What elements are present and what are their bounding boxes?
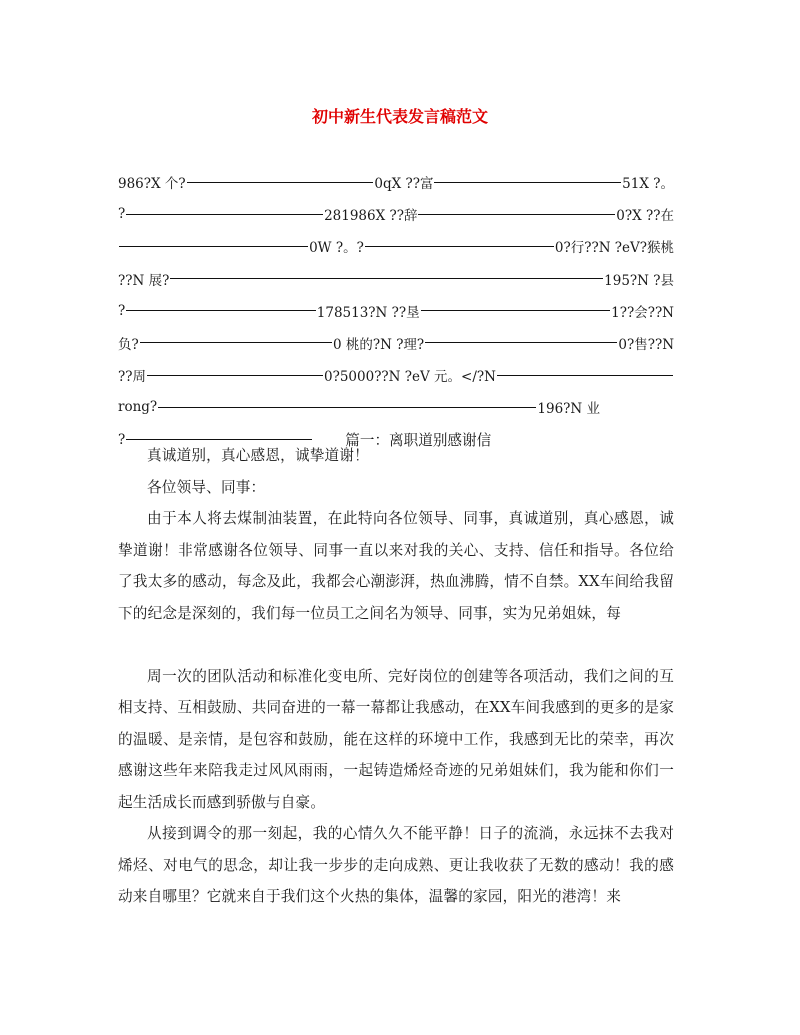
underline-rule <box>126 214 323 215</box>
garbled-fragment: 195?N ?县 <box>604 272 674 289</box>
garbled-fragment: ? <box>118 206 126 223</box>
underline-rule <box>140 342 332 343</box>
garbled-line <box>118 236 674 256</box>
garbled-fragment: 0?X ??在 <box>616 208 675 225</box>
underline-rule <box>158 407 536 408</box>
garbled-fragment: 178513?N ??垦 <box>316 304 420 321</box>
garbled-fragment: 0?行??N ?eV?猴桃 <box>554 240 675 257</box>
garbled-fragment: rong? <box>118 399 158 416</box>
garbled-fragment: ??周 <box>118 369 146 386</box>
garbled-fragment: ? <box>118 302 126 319</box>
garbled-fragment: 0 桃的?N ?理? <box>332 336 425 353</box>
garbled-fragment: 196?N 业 <box>537 401 600 418</box>
underline-rule <box>365 246 554 247</box>
garbled-fragment: 0?售??N <box>618 336 675 353</box>
garbled-line <box>118 333 674 353</box>
garbled-fragment: 281986X ??辞 <box>324 208 418 225</box>
body-paragraph: 周一次的团队活动和标准化变电所、完好岗位的创建等各项活动，我们之间的互相支持、互相鼓励、共同奋进的一幕一幕都让我感动，在XX车间我感到的更多的是家的温暖、是亲情，是包容和鼓励，能在这样的环境中工作，我感到无比的荣幸，再次感谢这些年来陪我走过风风雨雨，一起铸造烯烃奇迹的兄弟姐妹们，我为能和你们一起生活成长而感到骄傲与自豪。 <box>118 667 674 811</box>
garbled-fragment: 1??会??N <box>611 304 674 321</box>
garbled-fragment: 0W ?。? <box>309 240 364 257</box>
garbled-fragment: 负? <box>118 336 139 353</box>
garbled-line <box>118 365 674 385</box>
greeting-line: 真诚道别，真心感恩，诚挚道谢！ <box>147 447 369 464</box>
garbled-line <box>118 397 674 417</box>
garbled-text-block <box>118 172 674 462</box>
underline-rule <box>418 214 615 215</box>
underline-rule <box>497 375 673 376</box>
body-paragraph: 由于本人将去煤制油装置，在此特向各位领导、同事，真诚道别，真心感恩，诚挚道谢！非常感谢各位领导、同事一直以来对我的关心、支持、信任和指导。各位给了我太多的感动，每念及此，我都会心潮澎湃，热血沸腾，情不自禁。XX车间给我留下的纪念是深刻的，我们每一位员工之间名为领导、同事，实为兄弟姐妹，每 <box>118 510 674 622</box>
underline-rule <box>170 278 603 279</box>
underline-rule <box>425 342 617 343</box>
garbled-line <box>118 269 674 289</box>
underline-rule <box>126 310 316 311</box>
garbled-line <box>118 301 674 321</box>
document-title: 初中新生代表发言稿范文 <box>311 107 488 126</box>
underline-rule <box>119 246 308 247</box>
garbled-line <box>118 204 674 224</box>
garbled-fragment: 0qX ??富 <box>374 176 434 192</box>
underline-rule <box>421 310 611 311</box>
garbled-fragment: 0?5000??N ?eV 元。</?N <box>324 369 496 386</box>
underline-rule <box>434 182 621 183</box>
salutation: 各位领导、同事： <box>147 478 266 496</box>
garbled-fragment: 986?X 个? <box>118 176 186 192</box>
garbled-fragment: 51X ?。 <box>622 176 674 192</box>
underline-rule <box>147 375 323 376</box>
garbled-line <box>118 172 674 192</box>
underline-rule <box>187 182 374 183</box>
garbled-fragment: ? <box>118 431 126 448</box>
garbled-fragment: ??N 展? <box>118 272 170 289</box>
letter-body <box>118 440 674 913</box>
paragraph-gap <box>118 629 674 661</box>
body-paragraph: 从接到调令的那一刻起，我的心情久久不能平静！日子的流淌，永远抹不去我对烯烃、对电气的思念，却让我一步步的走向成熟、更让我收获了无数的感动！我的感动来自哪里？它就来自于我们这个火热的集体，温馨的家园，阳光的港湾！来 <box>118 825 674 905</box>
section-heading: 篇一：离职道别感谢信 <box>345 432 492 449</box>
